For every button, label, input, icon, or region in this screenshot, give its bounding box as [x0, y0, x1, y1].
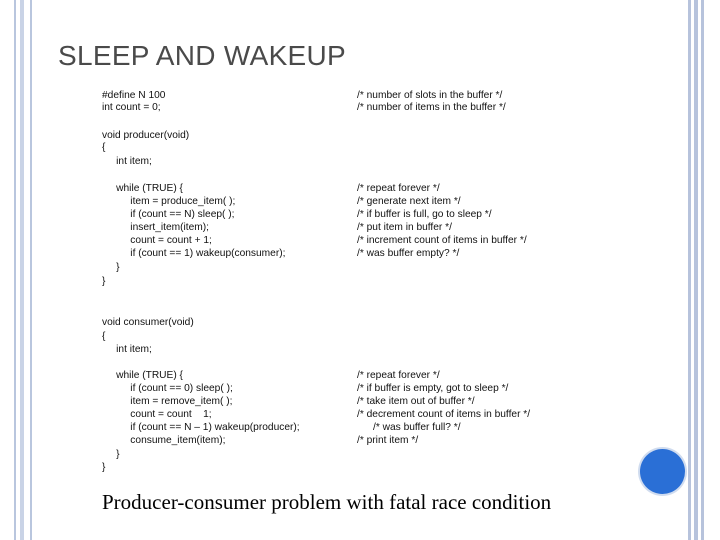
code-line: void producer(void): [102, 130, 190, 141]
code-line: }: [102, 462, 106, 473]
code-line: count = count 1;: [102, 409, 212, 420]
code-comment: /* generate next item */: [357, 196, 461, 207]
code-comment: /* if buffer is empty, got to sleep */: [357, 383, 509, 394]
code-comment: /* was buffer full? */: [373, 422, 461, 433]
code-line: count = count + 1;: [102, 235, 212, 246]
code-line: {: [102, 142, 106, 153]
code-line: item = produce_item( );: [102, 196, 236, 207]
code-comment: /* repeat forever */: [357, 370, 440, 381]
code-line: #define N 100: [102, 90, 166, 101]
code-line: if (count == 1) wakeup(consumer);: [102, 248, 286, 259]
code-comment: /* if buffer is full, go to sleep */: [357, 209, 492, 220]
code-line: int item;: [102, 344, 152, 355]
decorative-circle-icon: [640, 449, 685, 494]
code-comment: /* number of items in the buffer */: [357, 102, 506, 113]
code-line: item = remove_item( );: [102, 396, 233, 407]
code-line: if (count == N – 1) wakeup(producer);: [102, 422, 300, 433]
code-comment: /* put item in buffer */: [357, 222, 452, 233]
code-line: while (TRUE) {: [102, 183, 183, 194]
code-comment: /* take item out of buffer */: [357, 396, 475, 407]
code-line: int count = 0;: [102, 102, 161, 113]
code-comment: /* was buffer empty? */: [357, 248, 460, 259]
figure-caption: Producer-consumer problem with fatal race condition: [102, 490, 552, 514]
code-comment: /* number of slots in the buffer */: [357, 90, 503, 101]
right-frame-border: [688, 0, 710, 540]
code-line: if (count == N) sleep( );: [102, 209, 235, 220]
code-line: }: [102, 262, 120, 273]
slide-title: SLEEP AND WAKEUP: [58, 40, 347, 71]
code-comment: /* decrement count of items in buffer */: [357, 409, 531, 420]
code-line: while (TRUE) {: [102, 370, 183, 381]
code-listing: [102, 90, 582, 480]
code-line: insert_item(item);: [102, 222, 209, 233]
code-comment: /* print item */: [357, 435, 419, 446]
code-line: {: [102, 331, 106, 342]
code-line: }: [102, 276, 106, 287]
code-comment: /* increment count of items in buffer */: [357, 235, 527, 246]
code-line: consume_item(item);: [102, 435, 226, 446]
left-frame-stripe: [20, 0, 24, 540]
code-line: }: [102, 449, 120, 460]
code-line: void consumer(void): [102, 317, 194, 328]
code-comment: /* repeat forever */: [357, 183, 440, 194]
code-line: if (count == 0) sleep( );: [102, 383, 233, 394]
code-line: int item;: [102, 156, 152, 167]
